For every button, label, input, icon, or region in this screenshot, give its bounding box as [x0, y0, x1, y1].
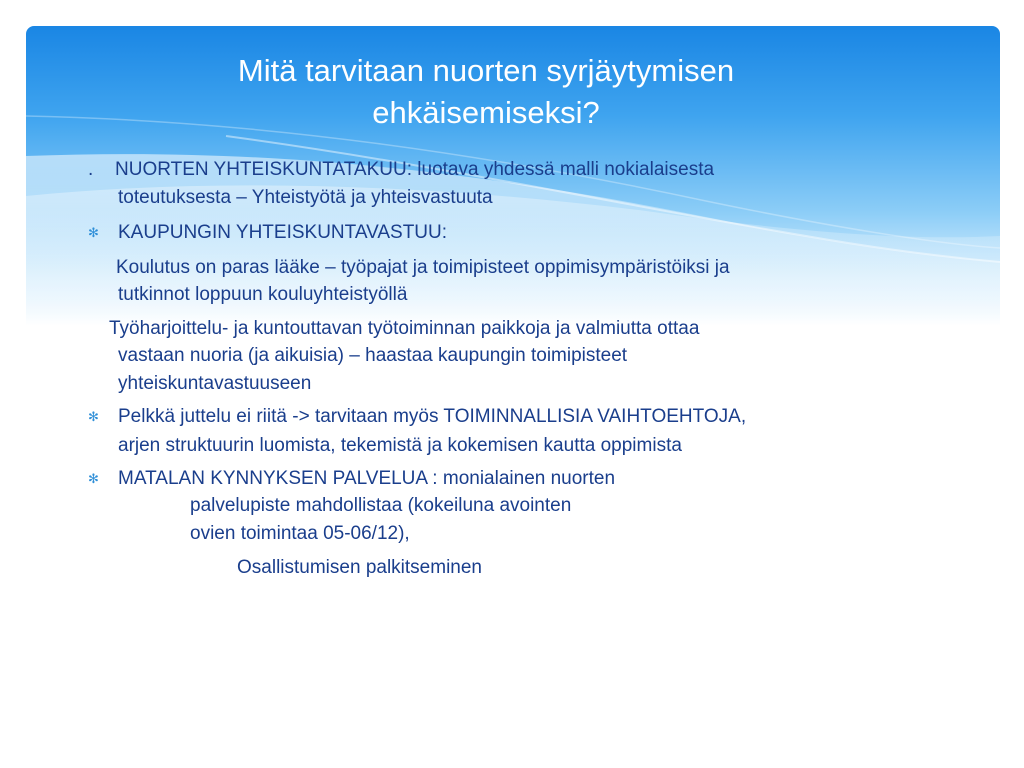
asterisk-bullet-icon: ✻ [88, 225, 99, 240]
list-item-6-line-3: ovien toimintaa 05-06/12), [190, 523, 410, 544]
list-item-3-line-2: tutkinnot loppuun kouluyhteistyöllä [118, 284, 408, 305]
list-item-1-line-2: toteutuksesta – Yhteistyötä ja yhteisvastuuta [118, 187, 493, 208]
list-item-6-line-4: Osallistumisen palkitseminen [237, 557, 482, 578]
list-item-6-line-1: MATALAN KYNNYKSEN PALVELUA : monialainen nuorten [118, 468, 616, 489]
asterisk-bullet-icon: ✻ [88, 409, 99, 424]
slide-title-line-2: ehkäisemiseksi? [372, 95, 600, 130]
list-item-5-line-2: arjen struktuurin luomista, tekemistä ja kokemisen kautta oppimista [118, 435, 682, 456]
list-marker-dot: . [88, 159, 94, 180]
slide-title-line-1: Mitä tarvitaan nuorten syrjäytymisen [237, 53, 735, 88]
list-item-4-line-2: vastaan nuoria (ja aikuisia) – haastaa kaupungin toimipisteet [118, 345, 628, 366]
list-item-6-line-2: palvelupiste mahdollistaa (kokeiluna avointen [190, 495, 572, 516]
list-item-1-line-1: NUORTEN YHTEISKUNTATAKUU: luotava yhdessä malli nokialaisesta [115, 159, 715, 180]
list-item-3-line-1: Koulutus on paras lääke – työpajat ja toimipisteet oppimisympäristöiksi ja [116, 257, 730, 278]
list-item-5-line-1: Pelkkä juttelu ei riitä -> tarvitaan myös TOIMINNALLISIA VAIHTOEHTOJA, [118, 406, 747, 427]
asterisk-bullet-icon: ✻ [88, 471, 99, 486]
list-item-4-line-1: Työharjoittelu- ja kuntouttavan työtoiminnan paikkoja ja valmiutta ottaa [109, 318, 700, 339]
list-item-2-line-1: KAUPUNGIN YHTEISKUNTAVASTUU: [118, 222, 448, 243]
list-item-4-line-3: yhteiskuntavastuuseen [118, 373, 312, 394]
